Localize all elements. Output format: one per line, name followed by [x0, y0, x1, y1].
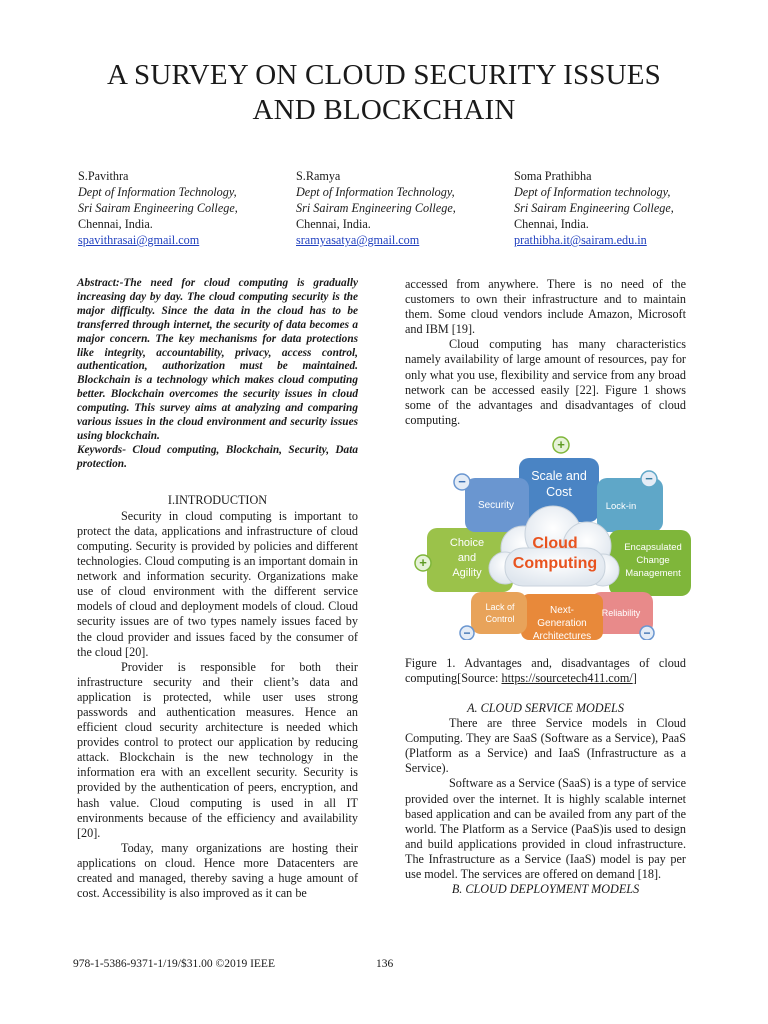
minus-icon	[641, 471, 657, 487]
petal-lack-of-control	[471, 592, 527, 634]
author-city: Chennai, India.	[296, 217, 371, 231]
author-college: Sri Sairam Engineering College,	[296, 201, 456, 215]
author-name: S.Pavithra	[78, 169, 129, 183]
minus-icon	[460, 626, 474, 640]
section-heading-cloud-deployment-models: B. CLOUD DEPLOYMENT MODELS	[451, 882, 640, 897]
title-line-2: AND BLOCKCHAIN	[252, 94, 516, 126]
figure-caption-end: ]	[632, 671, 637, 685]
cloud-center-label-2: Computing	[512, 555, 598, 572]
author-email-link[interactable]: spavithrasai@gmail.com	[78, 233, 200, 247]
author-name: Soma Prathibha	[514, 169, 592, 183]
abstract-text: Abstract:-The need for cloud computing is gradually increasing day by day. The cloud computing security is the major difficulty. Since the data in the cloud has to be transferred through internet, the security of data becomes a major concern. The key mechanisms for data protections like integrity, accountability, privacy, access control, authentication, authorization must be maintained. Blockchain is a technology which makes cloud computing better. Blockchain overcomes the security issues in cloud computing. This survey aims at analyzing and comparing various issues in the cloud environment and security issues using blockchain.	[77, 277, 358, 442]
right-paragraph-2: Cloud computing has many characteristics namely availability of large amount of resources, pay for only what you use, flexibility and service from any broad network can be accessed easily [22]. Figure 1 shows some of the advantages and disadvantages of cloud computing.	[405, 337, 686, 427]
petal-label: Generation	[537, 618, 587, 629]
petal-label: Cost	[546, 485, 572, 499]
author-dept: Dept of Information Technology,	[296, 185, 455, 199]
section-heading-cloud-service-models: A. CLOUD SERVICE MODELS	[467, 701, 624, 715]
svg-text:−: −	[643, 626, 651, 640]
cloud-center-label-1: Cloud	[532, 535, 578, 552]
author-college: Sri Sairam Engineering College,	[514, 201, 674, 215]
cloud-computing-figure	[405, 436, 695, 640]
minus-icon	[454, 474, 470, 490]
svg-text:+: +	[419, 555, 427, 570]
figure-source-link[interactable]: https://sourcetech411.com/	[501, 671, 633, 685]
figure-caption	[405, 656, 686, 686]
petal-label: Next-	[550, 605, 574, 616]
author-college: Sri Sairam Engineering College,	[78, 201, 238, 215]
intro-paragraph-2: Provider is responsible for both their infrastructure security and their client’s data and application is protected, while user uses strong passwords and authentication measures. Hence an efficient cloud security architecture is needed which provides control to protect our application by reducing attack. Blockchain is the new technology in the information era with an excellent security. Security is provided by the authentication of peers, encryption, and hash value. Cloud computing is used in all IT environments because of the efficiency and availability [20].	[77, 659, 358, 840]
right-column-top	[405, 277, 686, 428]
svg-text:+: +	[557, 437, 565, 452]
author-email-link[interactable]: sramyasatya@gmail.com	[296, 233, 420, 247]
author-block-2	[296, 168, 506, 248]
section-heading-introduction: I.INTRODUCTION	[167, 492, 268, 507]
minus-icon	[640, 626, 654, 640]
petal-label: Encapsulated	[624, 542, 682, 553]
author-dept: Dept of Information Technology,	[78, 185, 237, 199]
intro-paragraph-1: Security in cloud computing is important to protect the data, applications and infrastructure of cloud computing. Security is provided by policies and different technologies. Cloud computing is an important domain in network and information security. Organizations make use of cloud environment with the different service models of cloud and deployment models of cloud. Cloud security issues are of two types namely issues faced by the cloud provider and issues faced by the consumer of the cloud [20].	[77, 508, 358, 659]
petal-label: Change	[636, 555, 670, 566]
plus-icon	[415, 555, 431, 571]
title-line-1: A SURVEY ON CLOUD SECURITY ISSUES	[107, 59, 661, 91]
petal-label: Lack of	[485, 602, 515, 612]
author-email-link[interactable]: prathibha.it@sairam.edu.in	[514, 233, 647, 247]
petal-label: Agility	[452, 567, 482, 579]
author-city: Chennai, India.	[514, 217, 589, 231]
petal-label: Reliability	[601, 608, 641, 618]
paper-title	[40, 58, 728, 128]
figure-caption-text: Figure 1. Advantages and, disadvantages of cloud computing[Source:	[405, 656, 686, 685]
keywords-text: Keywords- Cloud computing, Blockchain, Security, Data protection.	[77, 443, 358, 470]
section-a-paragraph-2: Software as a Service (SaaS) is a type of service provided over the internet. It is highly scalable internet based application and can be availed from any part of the world. The Platform as a Service (PaaS)is used to design and build applications provided in cloud infrastructure. The Infrastructure as a Service (IaaS) model is pay per use model. The services are offered on demand [18].	[405, 776, 686, 882]
petal-label: Scale and	[531, 469, 587, 483]
petal-label: Lock-in	[605, 501, 637, 512]
author-name: S.Ramya	[296, 169, 341, 183]
left-column	[77, 277, 358, 901]
author-dept: Dept of Information technology,	[514, 185, 671, 199]
author-block-1	[78, 168, 288, 248]
petal-label: Architectures	[532, 631, 592, 640]
petal-label: Choice	[449, 537, 485, 549]
right-column-bottom	[405, 656, 686, 897]
section-a-paragraph-1: There are three Service models in Cloud Computing. They are SaaS (Software as a Service), PaaS (Platform as a Service) and IaaS (Infrastructure as a Service).	[405, 716, 686, 776]
right-paragraph-1: accessed from anywhere. There is no need of the customers to own their infrastructure and to maintain them. Some cloud vendors include Amazon, Microsoft and IBM [19].	[405, 277, 686, 337]
svg-text:−: −	[645, 471, 653, 486]
intro-paragraph-3: Today, many organizations are hosting their applications on cloud. Hence more Datacenters are created and managed, thereby saving a huge amount of cost. Accessibility is also improved as it can be	[77, 840, 358, 901]
svg-text:−: −	[458, 474, 466, 489]
plus-icon	[553, 437, 569, 453]
petal-label: Security	[477, 500, 515, 511]
footer-copyright: 978-1-5386-9371-1/19/$31.00 ©2019 IEEE	[73, 958, 275, 970]
svg-text:−: −	[463, 626, 471, 640]
petal-label: Control	[485, 614, 515, 624]
author-block-3	[514, 168, 724, 248]
petal-label: Management	[625, 568, 681, 579]
author-city: Chennai, India.	[78, 217, 153, 231]
petal-label: and	[457, 552, 477, 564]
page-number: 136	[376, 958, 394, 970]
